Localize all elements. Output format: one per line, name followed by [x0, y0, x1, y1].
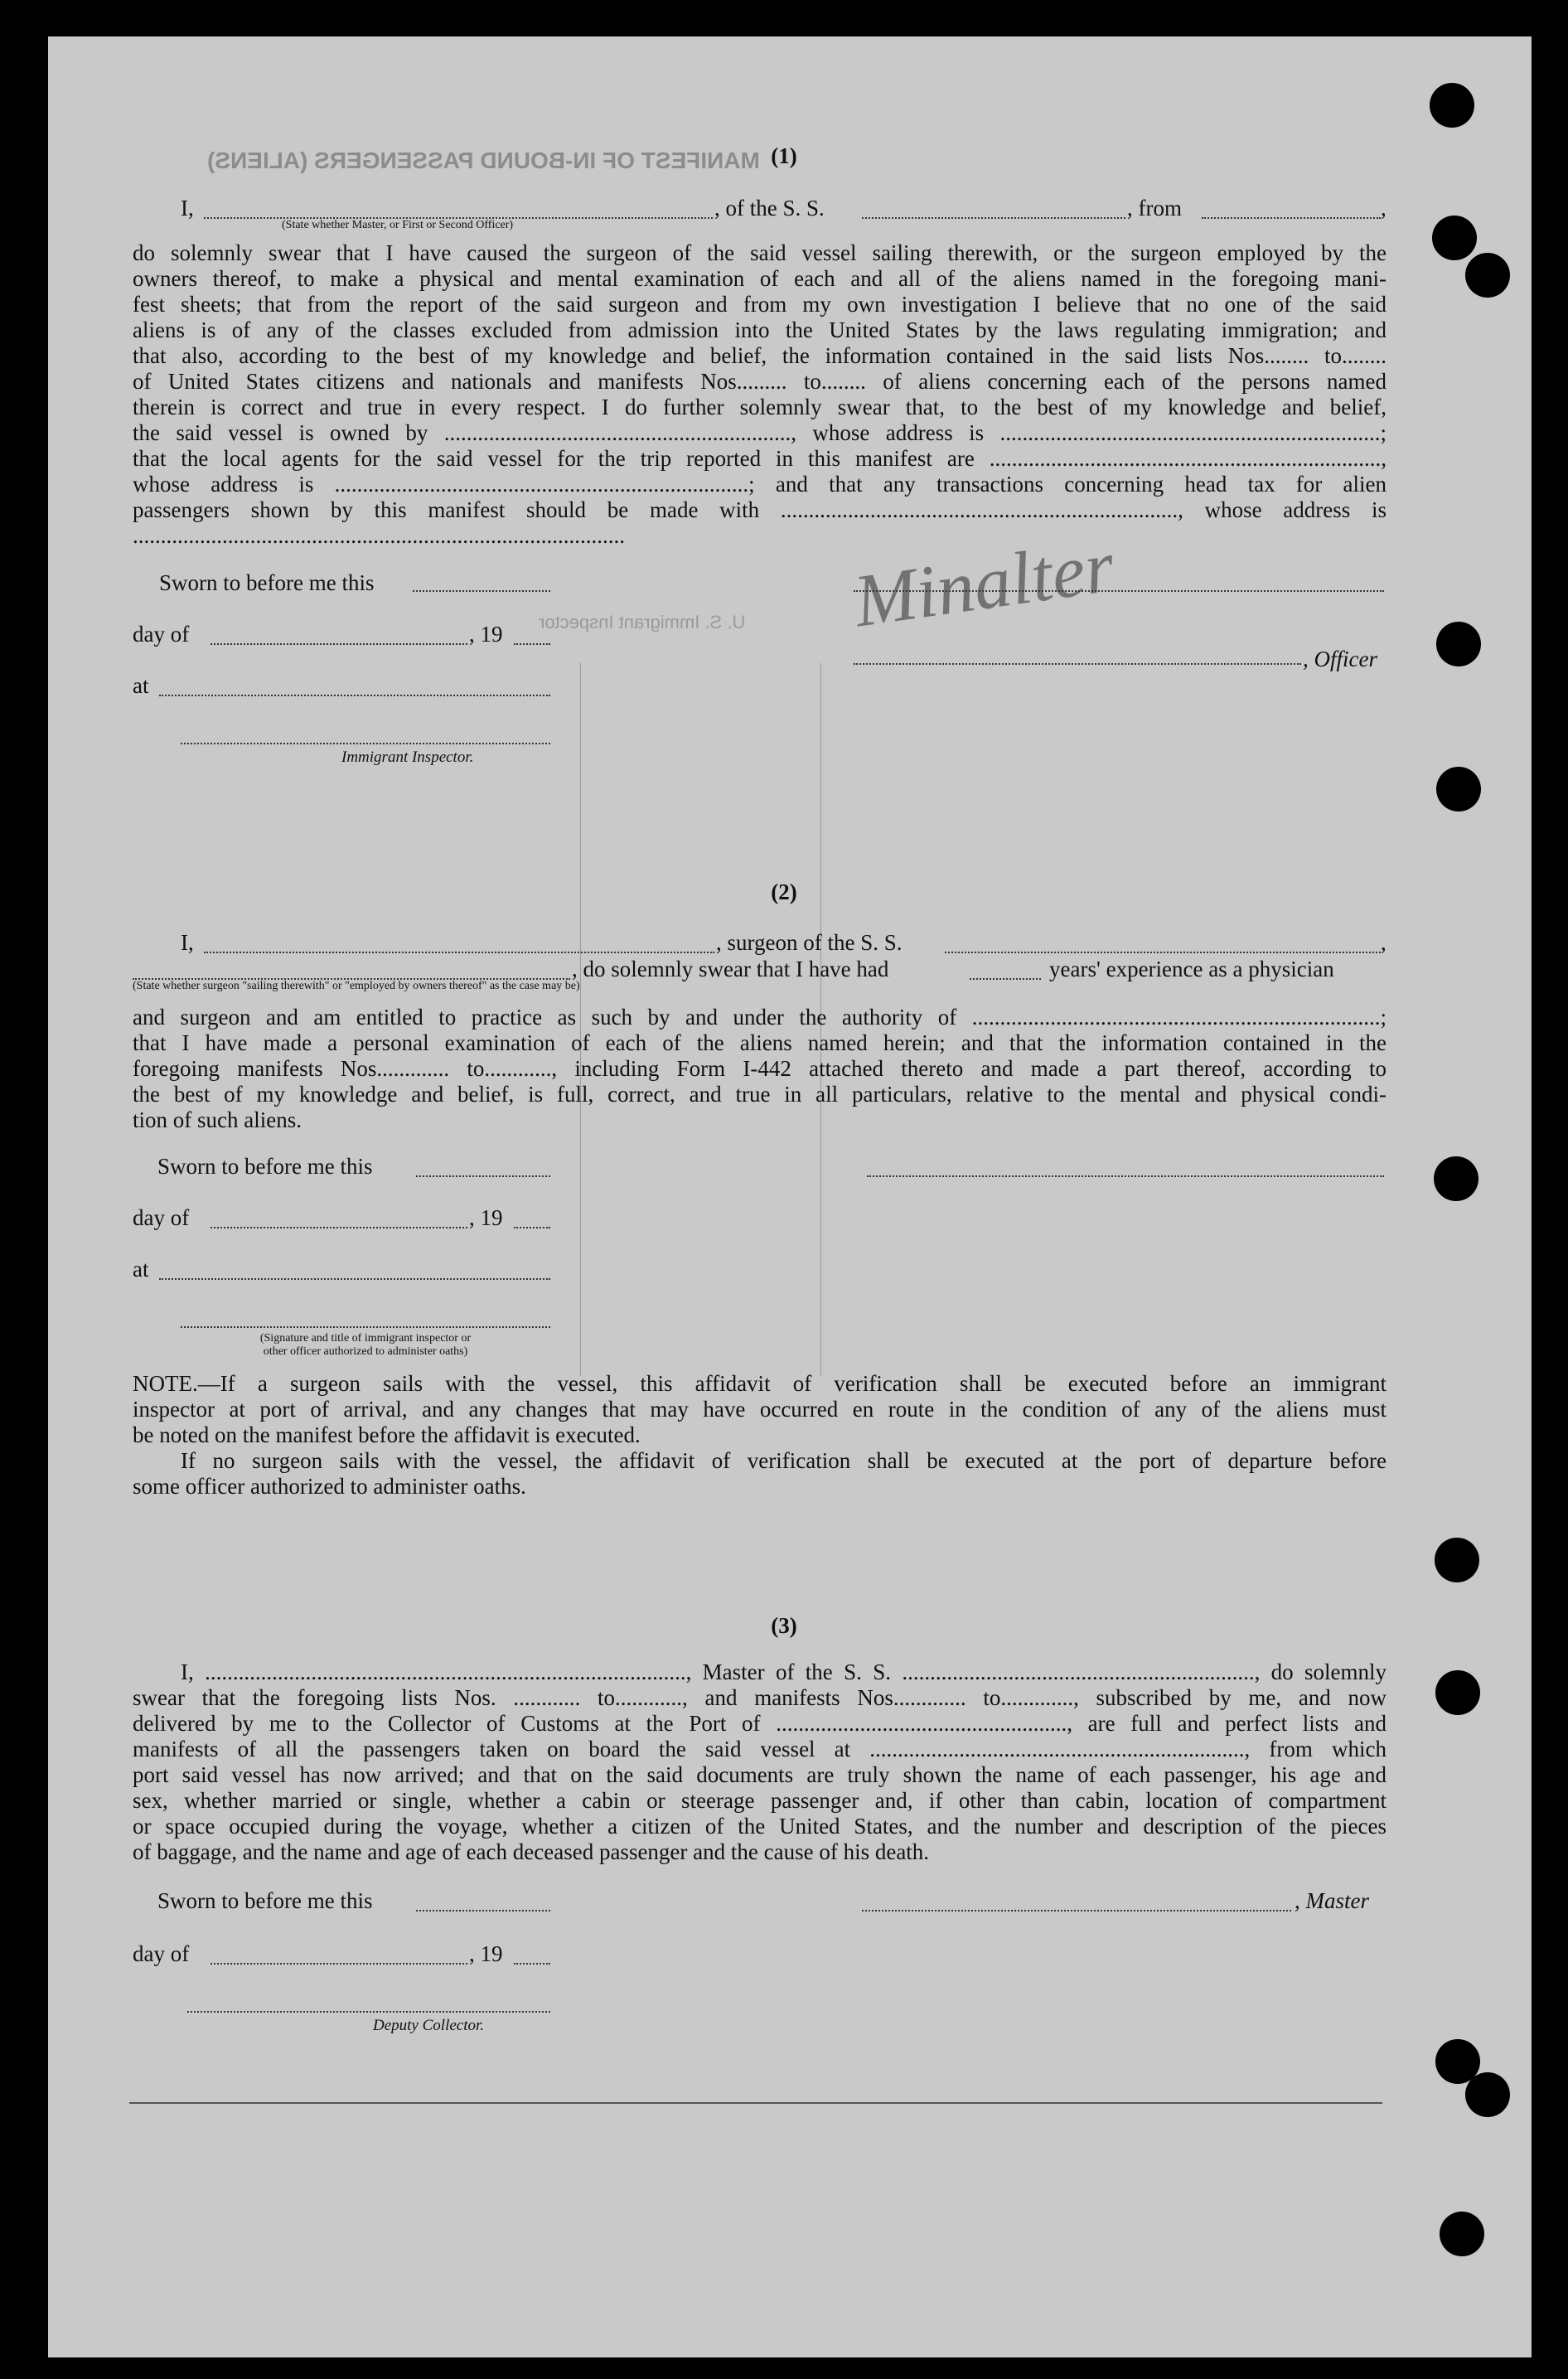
day-of-field-1[interactable] — [211, 643, 467, 645]
vessel-name-field[interactable] — [862, 217, 1125, 219]
bleed-through-stamp: U. S. Immigrant Inspector — [539, 612, 746, 632]
oath-line: owners thereof, to make a physical and mental examination of each and all of the aliens named in the foregoing mani- — [133, 266, 1387, 291]
officer-label: , Officer — [1303, 647, 1377, 671]
oath-line: therein is correct and true in every respect. I do further solemnly swear that, to the best of my knowledge and belief, — [133, 395, 1387, 419]
oath-line: that the local agents for the said vessel for the trip reported in this manifest are ......................................................................, — [133, 446, 1387, 471]
punch-hole-8 — [1435, 1670, 1480, 1715]
punch-hole-1 — [1430, 83, 1474, 128]
sworn-date-field-1[interactable] — [413, 590, 550, 592]
section-2-number: (2) — [771, 879, 797, 904]
section-2-line-2b: years' experience as a physician — [1049, 957, 1334, 981]
punch-hole-5 — [1436, 767, 1481, 812]
at-field-1[interactable] — [159, 695, 550, 696]
sworn-label-3: Sworn to before me this — [157, 1888, 373, 1913]
master-oath-line: I, ......................................................................................, Master of the S. S. ..............................................................., do solemnly — [181, 1659, 1387, 1684]
signature-title-note-2: other officer authorized to administer oaths) — [263, 1345, 468, 1358]
day-of-label-1: day of — [133, 622, 190, 647]
surgeon-oath-line: and surgeon and am entitled to practice as such by and under the authority of .........................................................................; — [133, 1005, 1387, 1030]
section-1-number: (1) — [771, 143, 797, 168]
surgeon-status-note: (State whether surgeon "sailing therewith" or "employed by owners thereof" as the case may be) — [133, 980, 580, 992]
punch-hole-7 — [1435, 1538, 1479, 1582]
surgeon-oath-line: the best of my knowledge and belief, is full, correct, and true in all particulars, relative to the mental and physical condi- — [133, 1082, 1387, 1107]
administering-officer-signature-field[interactable] — [181, 1326, 550, 1328]
sworn-date-field-3[interactable] — [416, 1910, 550, 1911]
surgeon-oath-line: that I have made a personal examination of each of the aliens named herein; and that the information contained in the — [133, 1030, 1387, 1055]
master-label: , Master — [1295, 1888, 1369, 1913]
signature-title-note-1: (Signature and title of immigrant inspector or — [259, 1332, 472, 1345]
sworn-label-2: Sworn to before me this — [157, 1154, 373, 1179]
oath-line: aliens is of any of the classes excluded from admission into the United States by the laws regulating immigration; and — [133, 317, 1387, 342]
section-2-header-surgeon: , surgeon of the S. S. — [716, 930, 903, 955]
master-oath-line: or space occupied during the voyage, whether a citizen of the United States, and the number and description of the pieces — [133, 1814, 1387, 1839]
from-port-field[interactable] — [1202, 217, 1381, 219]
at-label-1: at — [133, 673, 149, 698]
section-1-header-i: I, — [181, 196, 194, 220]
officer-rank-note: (State whether Master, or First or Second Officer) — [282, 219, 514, 231]
surgeon-oath-line: tion of such aliens. — [133, 1107, 302, 1132]
sworn-date-field-2[interactable] — [416, 1175, 550, 1177]
punch-hole-3 — [1465, 253, 1510, 298]
oath-line: that also, according to the best of my knowledge and belief, the information contained in the said lists Nos........ to........ — [133, 343, 1387, 368]
master-oath-line: delivered by me to the Collector of Customs at the Port of ...................................................., are full and perfect lists and — [133, 1711, 1387, 1736]
officer-signature-field[interactable] — [854, 590, 1384, 592]
day-of-label-2: day of — [133, 1205, 190, 1230]
inspector-signature-field[interactable] — [181, 743, 550, 744]
year-label-2: , 19 — [469, 1205, 503, 1230]
at-label-2: at — [133, 1257, 149, 1282]
note-line: If no surgeon sails with the vessel, the affidavit of verification shall be executed at the port of departure before — [181, 1448, 1387, 1473]
surgeon-oath-line: foregoing manifests Nos............. to............, including Form I-442 attached thereto and made a part thereof, according to — [133, 1056, 1387, 1081]
oath-line: the said vessel is owned by .............................................................., whose address is ....................................................................; — [133, 420, 1387, 445]
years-experience-field[interactable] — [970, 978, 1041, 980]
oath-line: whose address is ..........................................................................; and that any transactions concerning head tax for alien — [133, 472, 1387, 497]
section-1-header-tail: , — [1381, 196, 1387, 220]
section-1-header-ss: , of the S. S. — [714, 196, 825, 220]
officer-name-field[interactable] — [854, 663, 1301, 665]
punch-hole-6 — [1434, 1156, 1478, 1201]
punch-hole-2 — [1432, 216, 1477, 260]
oath-line: ........................................................................................ — [133, 523, 625, 548]
oath-line: of United States citizens and nationals and manifests Nos......... to........ of aliens concerning each of the persons named — [133, 369, 1387, 394]
section-2-line-2a: , do solemnly swear that I have had — [572, 957, 889, 981]
surgeon-vessel-field[interactable] — [945, 952, 1381, 953]
note-line: be noted on the manifest before the affidavit is executed. — [133, 1422, 641, 1447]
bleed-through-title: MANIFEST OF IN-BOUND PASSENGERS (ALIENS) — [207, 148, 760, 173]
year-field-3[interactable] — [514, 1963, 550, 1965]
oath-line: passengers shown by this manifest should be made with ......................................................................., whose address is — [133, 497, 1387, 522]
note-line: some officer authorized to administer oaths. — [133, 1474, 526, 1499]
sworn-label-1: Sworn to before me this — [159, 570, 375, 595]
deputy-collector-label: Deputy Collector. — [373, 2017, 485, 2034]
surgeon-signature-field[interactable] — [867, 1175, 1384, 1177]
deputy-collector-signature-field[interactable] — [187, 2011, 550, 2013]
handwritten-signature: Minalter — [849, 525, 1120, 643]
punch-hole-4 — [1436, 622, 1481, 666]
day-of-field-2[interactable] — [211, 1227, 467, 1228]
oath-line: fest sheets; that from the report of the said surgeon and from my own investigation I believe that no one of the said — [133, 292, 1387, 317]
section-3-number: (3) — [771, 1613, 797, 1638]
day-of-field-3[interactable] — [211, 1963, 467, 1965]
year-label-1: , 19 — [469, 622, 503, 647]
section-2-header-tail: , — [1381, 930, 1387, 955]
day-of-label-3: day of — [133, 1941, 190, 1966]
at-field-2[interactable] — [159, 1278, 550, 1280]
note-line: inspector at port of arrival, and any changes that may have occurred en route in the condition of any of the aliens must — [133, 1397, 1387, 1422]
note-line: NOTE.—If a surgeon sails with the vessel, this affidavit of verification shall be executed before an immigrant — [133, 1371, 1387, 1396]
year-label-3: , 19 — [469, 1941, 503, 1966]
surgeon-name-field[interactable] — [204, 952, 714, 953]
punch-hole-11 — [1440, 2212, 1484, 2256]
master-signature-field[interactable] — [862, 1910, 1291, 1911]
oath-line: do solemnly swear that I have caused the surgeon of the said vessel sailing therewith, or the surgeon employed by the — [133, 240, 1387, 265]
master-oath-line: swear that the foregoing lists Nos. ............ to............, and manifests Nos............. to............., subscribed by me, and now — [133, 1685, 1387, 1710]
master-oath-line: of baggage, and the name and age of each deceased passenger and the cause of his death. — [133, 1839, 930, 1864]
immigrant-inspector-label: Immigrant Inspector. — [341, 749, 474, 766]
punch-hole-10 — [1465, 2072, 1510, 2117]
section-2-header-i: I, — [181, 930, 194, 955]
master-oath-line: manifests of all the passengers taken on board the said vessel at ..................................................................., from which — [133, 1737, 1387, 1761]
year-field-2[interactable] — [514, 1227, 550, 1228]
year-field-1[interactable] — [514, 643, 550, 645]
master-oath-line: port said vessel has now arrived; and that on the said documents are truly shown the name of each passenger, his age and — [133, 1762, 1387, 1787]
master-oath-line: sex, whether married or single, whether a cabin or steerage passenger and, if other than cabin, location of compartment — [133, 1788, 1387, 1813]
bottom-rule — [129, 2102, 1382, 2104]
section-1-header-from: , from — [1127, 196, 1182, 220]
